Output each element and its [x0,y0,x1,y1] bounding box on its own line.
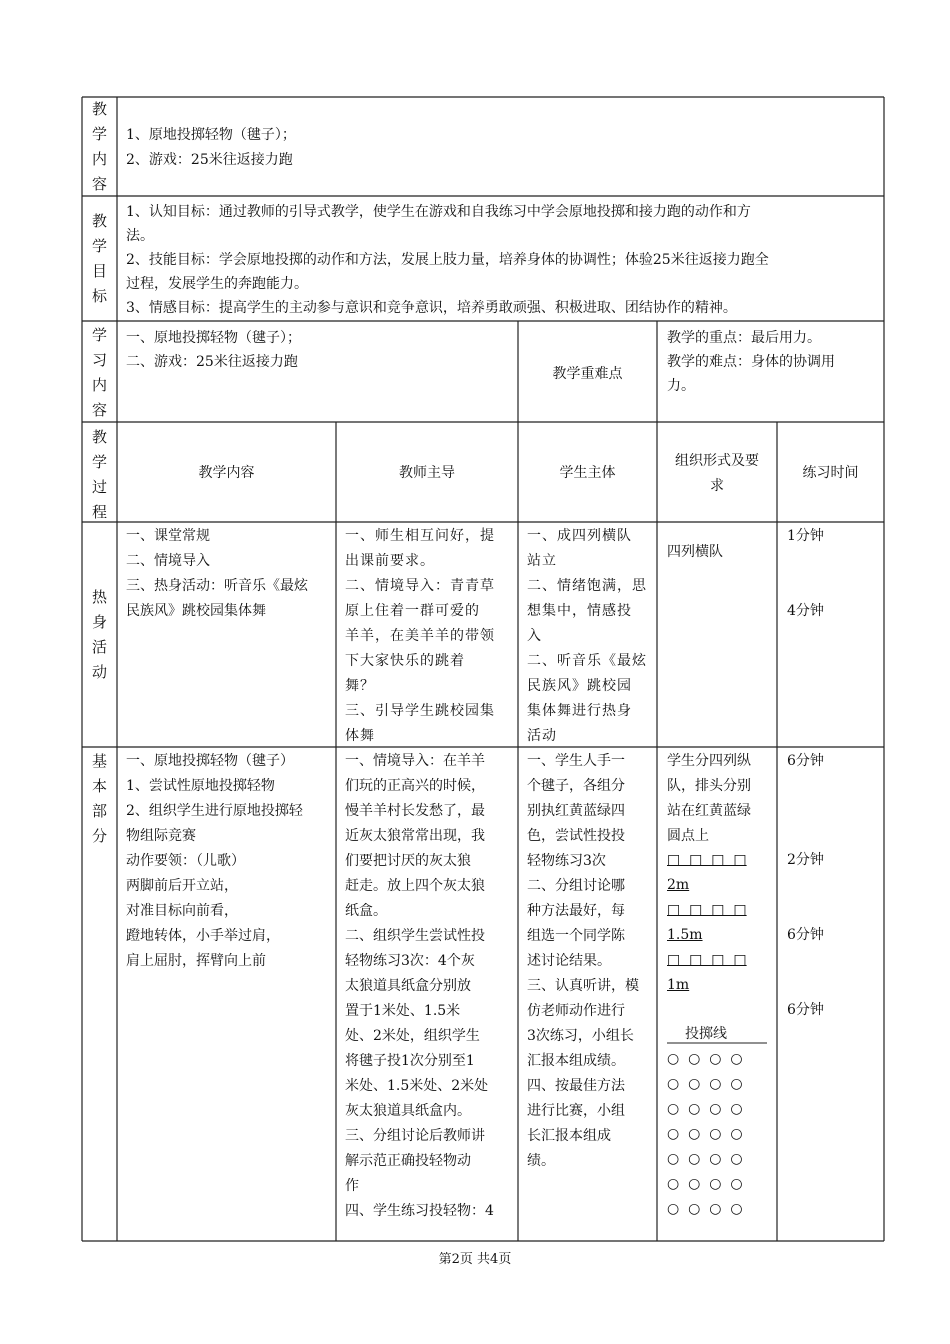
key-points-label: 教学重难点 [552,366,623,382]
content-item-1: 1、原地投掷轻物（毽子）； [126,127,296,143]
basic-time-1: 6分钟 [787,753,824,769]
circle-row-2: ○ ○ ○ ○ [667,1076,743,1092]
header-time: 练习时间 [802,465,859,481]
basic-org-text: 学生分四列纵 队，排头分别 站在红黄蓝绿 圆点上 [667,753,751,844]
goal-line-2: 法。 [126,228,154,244]
goal-line-5: 3、情感目标：提高学生的主动参与意识和竞争意识，培养勇敢顽强、积极进取、团结协作的精神。 [126,300,737,316]
content-label: 教 学 内 容 [91,100,107,193]
warmup-time-1: 1分钟 [787,528,824,544]
warmup-student: 一、成四列横队 站立 二、情绪饱满，思 想集中，情感投 入 二、听音乐《最炫 民族风》跳校园 集体舞进行热身 活动 [527,528,647,744]
boxes-row-1: □ □ □ □ [667,852,747,868]
circle-row-1: ○ ○ ○ ○ [667,1051,743,1067]
goals-label: 教 学 目 标 [91,212,107,305]
warmup-org: 四列横队 [667,544,723,560]
circle-row-7: ○ ○ ○ ○ [667,1201,743,1217]
boxes-row-2: □ □ □ □ [667,902,747,918]
circle-row-3: ○ ○ ○ ○ [667,1101,743,1117]
goal-line-3: 2、技能目标：学会原地投掷的动作和方法，发展上肢力量，培养身体的协调性；体验25米往返接力跑全 [126,252,769,268]
circle-row-6: ○ ○ ○ ○ [667,1176,743,1192]
basic-teacher: 一、情境导入：在羊羊 们玩的正高兴的时候， 慢羊羊村长发愁了，最 近灰太狼常常出现，我 们要把讨厌的灰太狼 赶走。放上四个灰太狼 纸盒。 二、组织学生尝试性投 轻物练习3次：4个灰 太狼道具纸盒分别放 置于1米处、1.5米 处、2米处，组织学生 将毽子投1次分别至1 米处、1.5米处、2米处 灰太狼道具纸盒内。 三、分组讨论后教师讲 解示范正确投轻物动 作 四、学生练习投轻物：4 [345,753,494,1219]
study-item-1: 一、原地投掷轻物（毽子）； [126,330,301,346]
warmup-content: 一、课堂常规 二、情境导入 三、热身活动：听音乐《最炫 民族风》跳校园集体舞 [126,528,308,619]
basic-time-3: 6分钟 [787,927,824,943]
key-point-1: 教学的重点：最后用力。 [667,330,821,346]
goal-line-4: 过程，发展学生的奔跑能力。 [126,276,308,292]
goal-line-1: 1、认知目标：通过教师的引导式教学，使学生在游戏和自我练习中学会原地投掷和接力跑的动作和方 [126,204,751,220]
basic-content: 一、原地投掷轻物（毽子） 1、尝试性原地投掷轻物 2、组织学生进行原地投掷轻 物组际竞赛 动作要领：（儿歌） 两脚前后开立站， 对准目标向前看， 蹬地转体，小手举过肩， 肩上屈肘，挥臂向上前 [126,753,303,969]
throw-line-label: 投掷线 [685,1026,727,1042]
header-student: 学生主体 [559,465,616,481]
basic-time-2: 2分钟 [787,852,824,868]
page-footer: 第2页 共4页 [438,1252,512,1267]
key-point-2: 教学的难点：身体的协调用 [667,354,835,370]
study-item-2: 二、游戏：25米往返接力跑 [126,354,298,370]
header-org: 组织形式及要 求 [675,453,759,494]
warmup-time-2: 4分钟 [787,603,824,619]
warmup-label: 热 身 活 动 [91,588,107,681]
header-content: 教学内容 [198,465,255,481]
header-teacher: 教师主导 [399,465,455,481]
warmup-teacher: 一、师生相互问好，提 出课前要求。 二、情境导入：青青草 原上住着一群可爱的 羊羊，在美羊羊的带领 下大家快乐的跳着 舞？ 三、引导学生跳校园集 体舞 [345,528,495,744]
key-point-3: 力。 [667,378,695,394]
boxes-row-3: □ □ □ □ [667,952,747,968]
study-label: 学 习 内 容 [91,326,107,419]
content-item-2: 2、游戏：25米往返接力跑 [126,152,293,168]
distance-2m: 2m [667,877,690,893]
process-label: 教 学 过 程 [91,428,107,521]
distance-1m: 1m [667,977,690,993]
distance-1-5m: 1.5m [667,927,703,943]
circle-row-5: ○ ○ ○ ○ [667,1151,743,1167]
circle-row-4: ○ ○ ○ ○ [667,1126,743,1142]
basic-label: 基 本 部 分 [91,752,107,845]
basic-student: 一、学生人手一 个毽子，各组分 别执红黄蓝绿四 色，尝试性投投 轻物练习3次 二、分组讨论哪 种方法最好，每 组选一个同学陈 述讨论结果。 三、认真听讲，模 仿老师动作进行 3次练习，小组长 汇报本组成绩。 四、按最佳方法 进行比赛，小组 长汇报本组成 绩。 [527,753,639,1169]
basic-time-4: 6分钟 [787,1002,824,1018]
